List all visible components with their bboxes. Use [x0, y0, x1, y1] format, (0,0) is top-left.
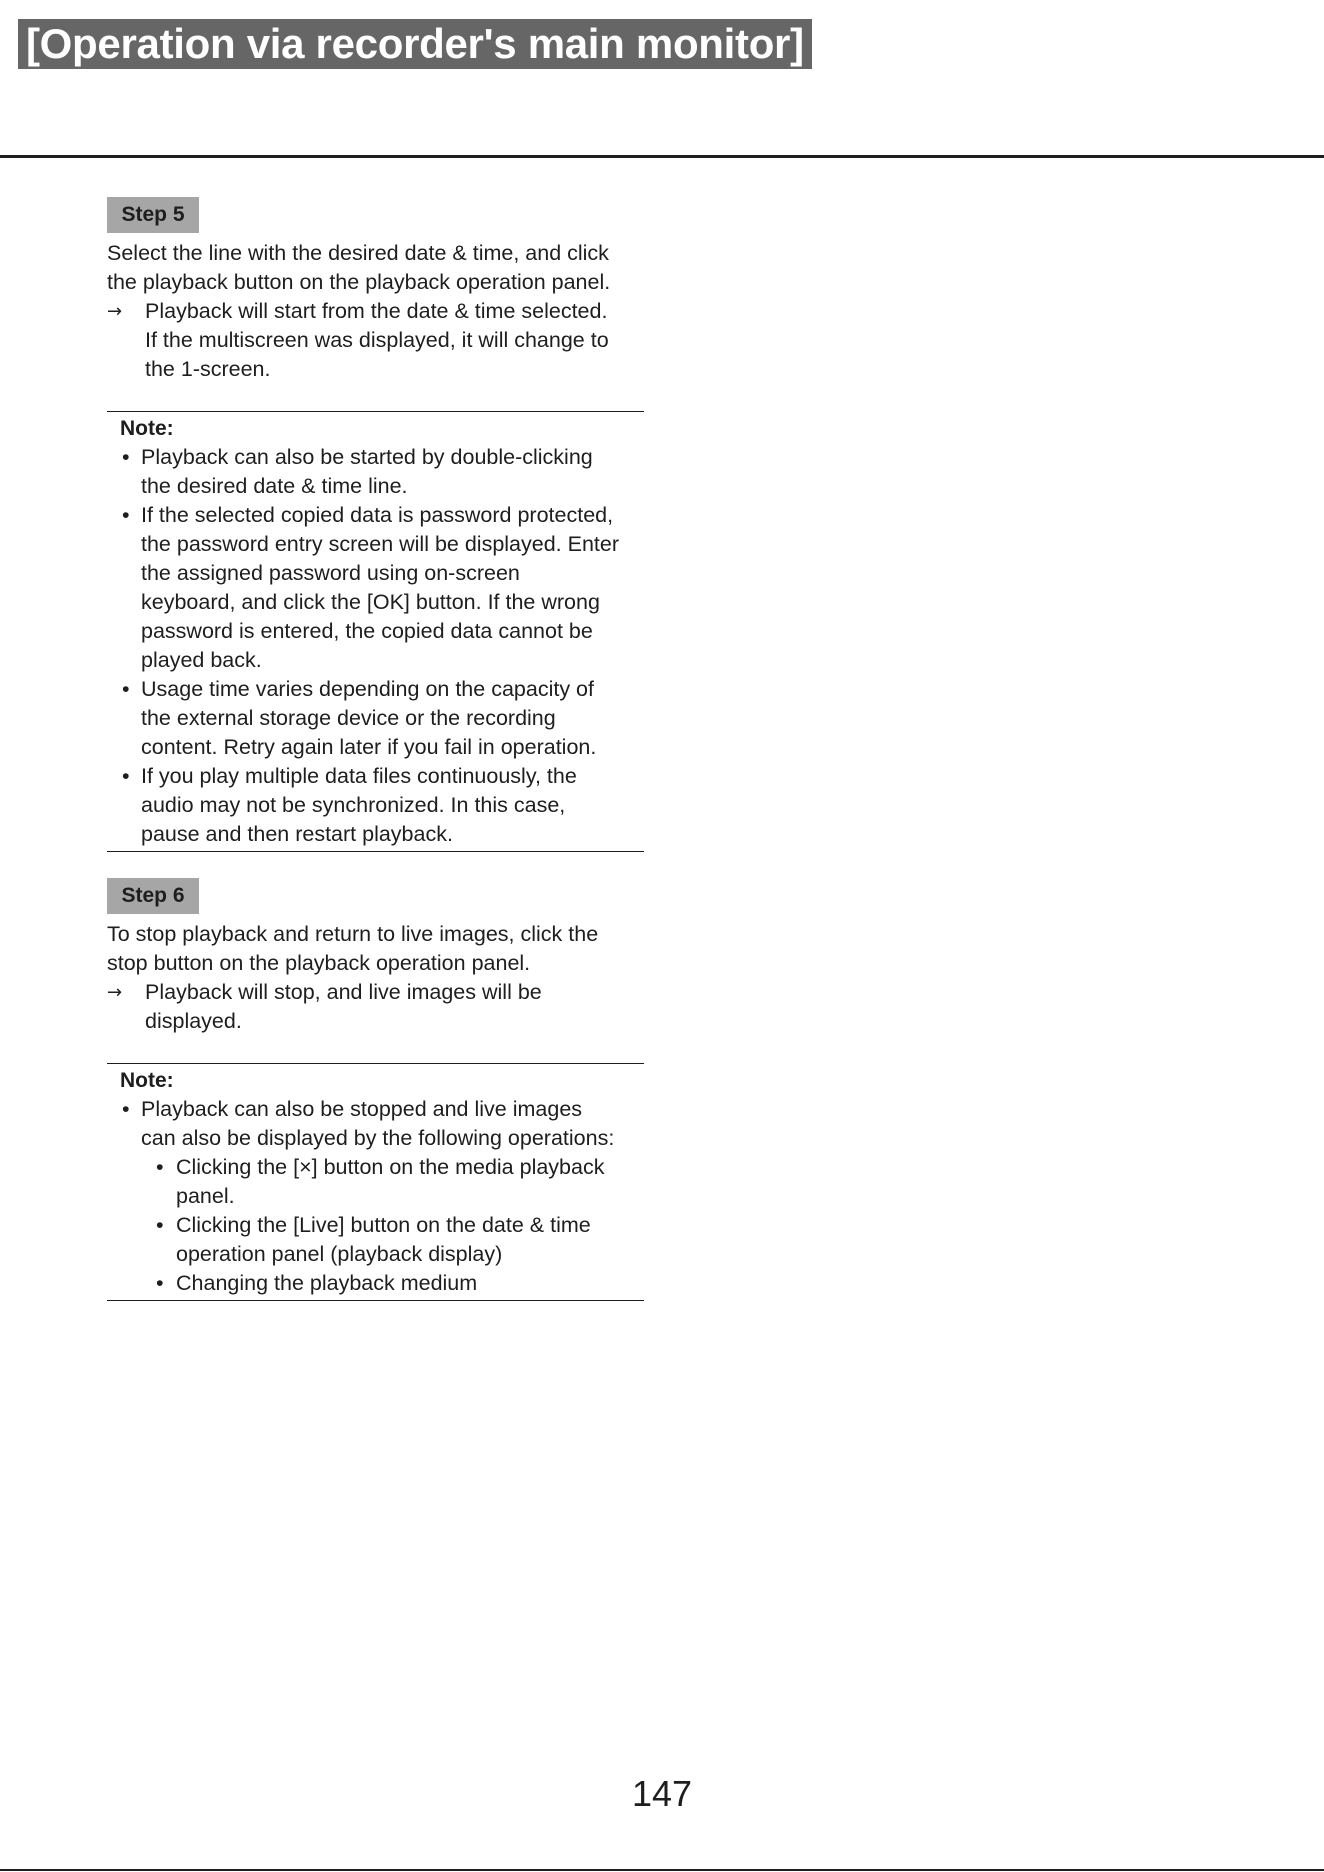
note-1-item-4-line-3: pause and then restart playback.: [141, 822, 453, 846]
note-1-item-2-line-3: the assigned password using on-screen: [141, 561, 520, 585]
note-box-1: [107, 411, 644, 852]
step-6-result-line-1: Playback will stop, and live images will be: [145, 980, 542, 1004]
step-6-result-line-2: displayed.: [145, 1009, 242, 1033]
note-1-item-4-line-1: If you play multiple data files continuously, the: [141, 764, 577, 788]
step-6-line-1: To stop playback and return to live images, click the: [107, 922, 599, 946]
note-2-subitem: [107, 1153, 644, 1211]
step-6-body: [107, 920, 644, 1036]
note-1-item-4-line-2: audio may not be synchronized. In this case,: [141, 793, 566, 817]
step-6-label: Step 6: [121, 884, 185, 907]
note-1-item-3-line-2: the external storage device or the recording: [141, 706, 556, 730]
step-5-badge: [107, 197, 199, 233]
step-5-result: [107, 297, 644, 384]
step-5-result-text: [145, 297, 644, 384]
section-title-banner: [18, 19, 812, 69]
note-1-item-1-line-1: Playback can also be started by double-clicking: [141, 445, 593, 469]
note-2-subitem-3-line-1: Changing the playback medium: [176, 1271, 478, 1295]
note-2-subitem-2-line-2: operation panel (playback display): [176, 1242, 503, 1266]
step-6-badge: [107, 878, 199, 914]
note-1-item: [107, 675, 644, 762]
note-1-item: [107, 443, 644, 501]
note-2-subitem-2-line-1: Clicking the [Live] button on the date & time: [176, 1213, 591, 1237]
note-2-intro-line-1: Playback can also be stopped and live images: [141, 1097, 583, 1121]
step-5-line-1: Select the line with the desired date & time, and click: [107, 241, 609, 265]
step-6-result-text: [145, 978, 644, 1036]
note-1-item: [107, 762, 644, 849]
note-1-item-2-line-6: played back.: [141, 648, 262, 672]
right-arrow-icon: →: [107, 982, 123, 1003]
note-box-2: [107, 1063, 644, 1301]
note-2-subitem-1-line-2: panel.: [176, 1184, 235, 1208]
note-1-list: [107, 443, 644, 849]
note-2-list: [107, 1095, 644, 1298]
step-5-line-2: the playback button on the playback operation panel.: [107, 270, 611, 294]
note-1-title: Note:: [120, 417, 174, 440]
step-5-body: [107, 239, 644, 384]
note-1-item-3-line-1: Usage time varies depending on the capacity of: [141, 677, 594, 701]
note-2-subitem: [107, 1211, 644, 1269]
note-1-item-2-line-4: keyboard, and click the [OK] button. If the wrong: [141, 590, 600, 614]
note-2-subitem: [107, 1269, 644, 1298]
note-1-item-3-line-3: content. Retry again later if you fail in operation.: [141, 735, 597, 759]
step-6-line-2: stop button on the playback operation panel.: [107, 951, 531, 975]
step-5-result-line-3: the 1-screen.: [145, 357, 271, 381]
page-number: 147: [631, 1773, 693, 1814]
note-1-item-2-line-5: password is entered, the copied data cannot be: [141, 619, 593, 643]
note-1-item-2-line-1: If the selected copied data is password protected,: [141, 503, 614, 527]
step-6-result: [107, 978, 644, 1036]
note-1-item: [107, 501, 644, 675]
step-6-instruction: [107, 920, 644, 978]
note-1-item-1-line-2: the desired date & time line.: [141, 474, 408, 498]
header-divider: [0, 155, 1324, 158]
right-arrow-icon: →: [107, 301, 123, 322]
note-1-item-2-line-2: the password entry screen will be displayed. Enter: [141, 532, 620, 556]
note-2-title: Note:: [120, 1069, 174, 1092]
note-2-subitem-1-line-1: Clicking the [×] button on the media playback: [176, 1155, 605, 1179]
step-5-result-line-1: Playback will start from the date & time selected.: [145, 299, 608, 323]
step-5-result-line-2: If the multiscreen was displayed, it will change to: [145, 328, 609, 352]
note-2-intro-line-2: can also be displayed by the following operations:: [141, 1126, 615, 1150]
footer-divider: [0, 1869, 1324, 1871]
step-5-instruction: [107, 239, 644, 297]
section-title: [Operation via recorder's main monitor]: [26, 20, 804, 67]
step-5-label: Step 5: [121, 203, 185, 226]
note-2-item: [107, 1095, 644, 1153]
